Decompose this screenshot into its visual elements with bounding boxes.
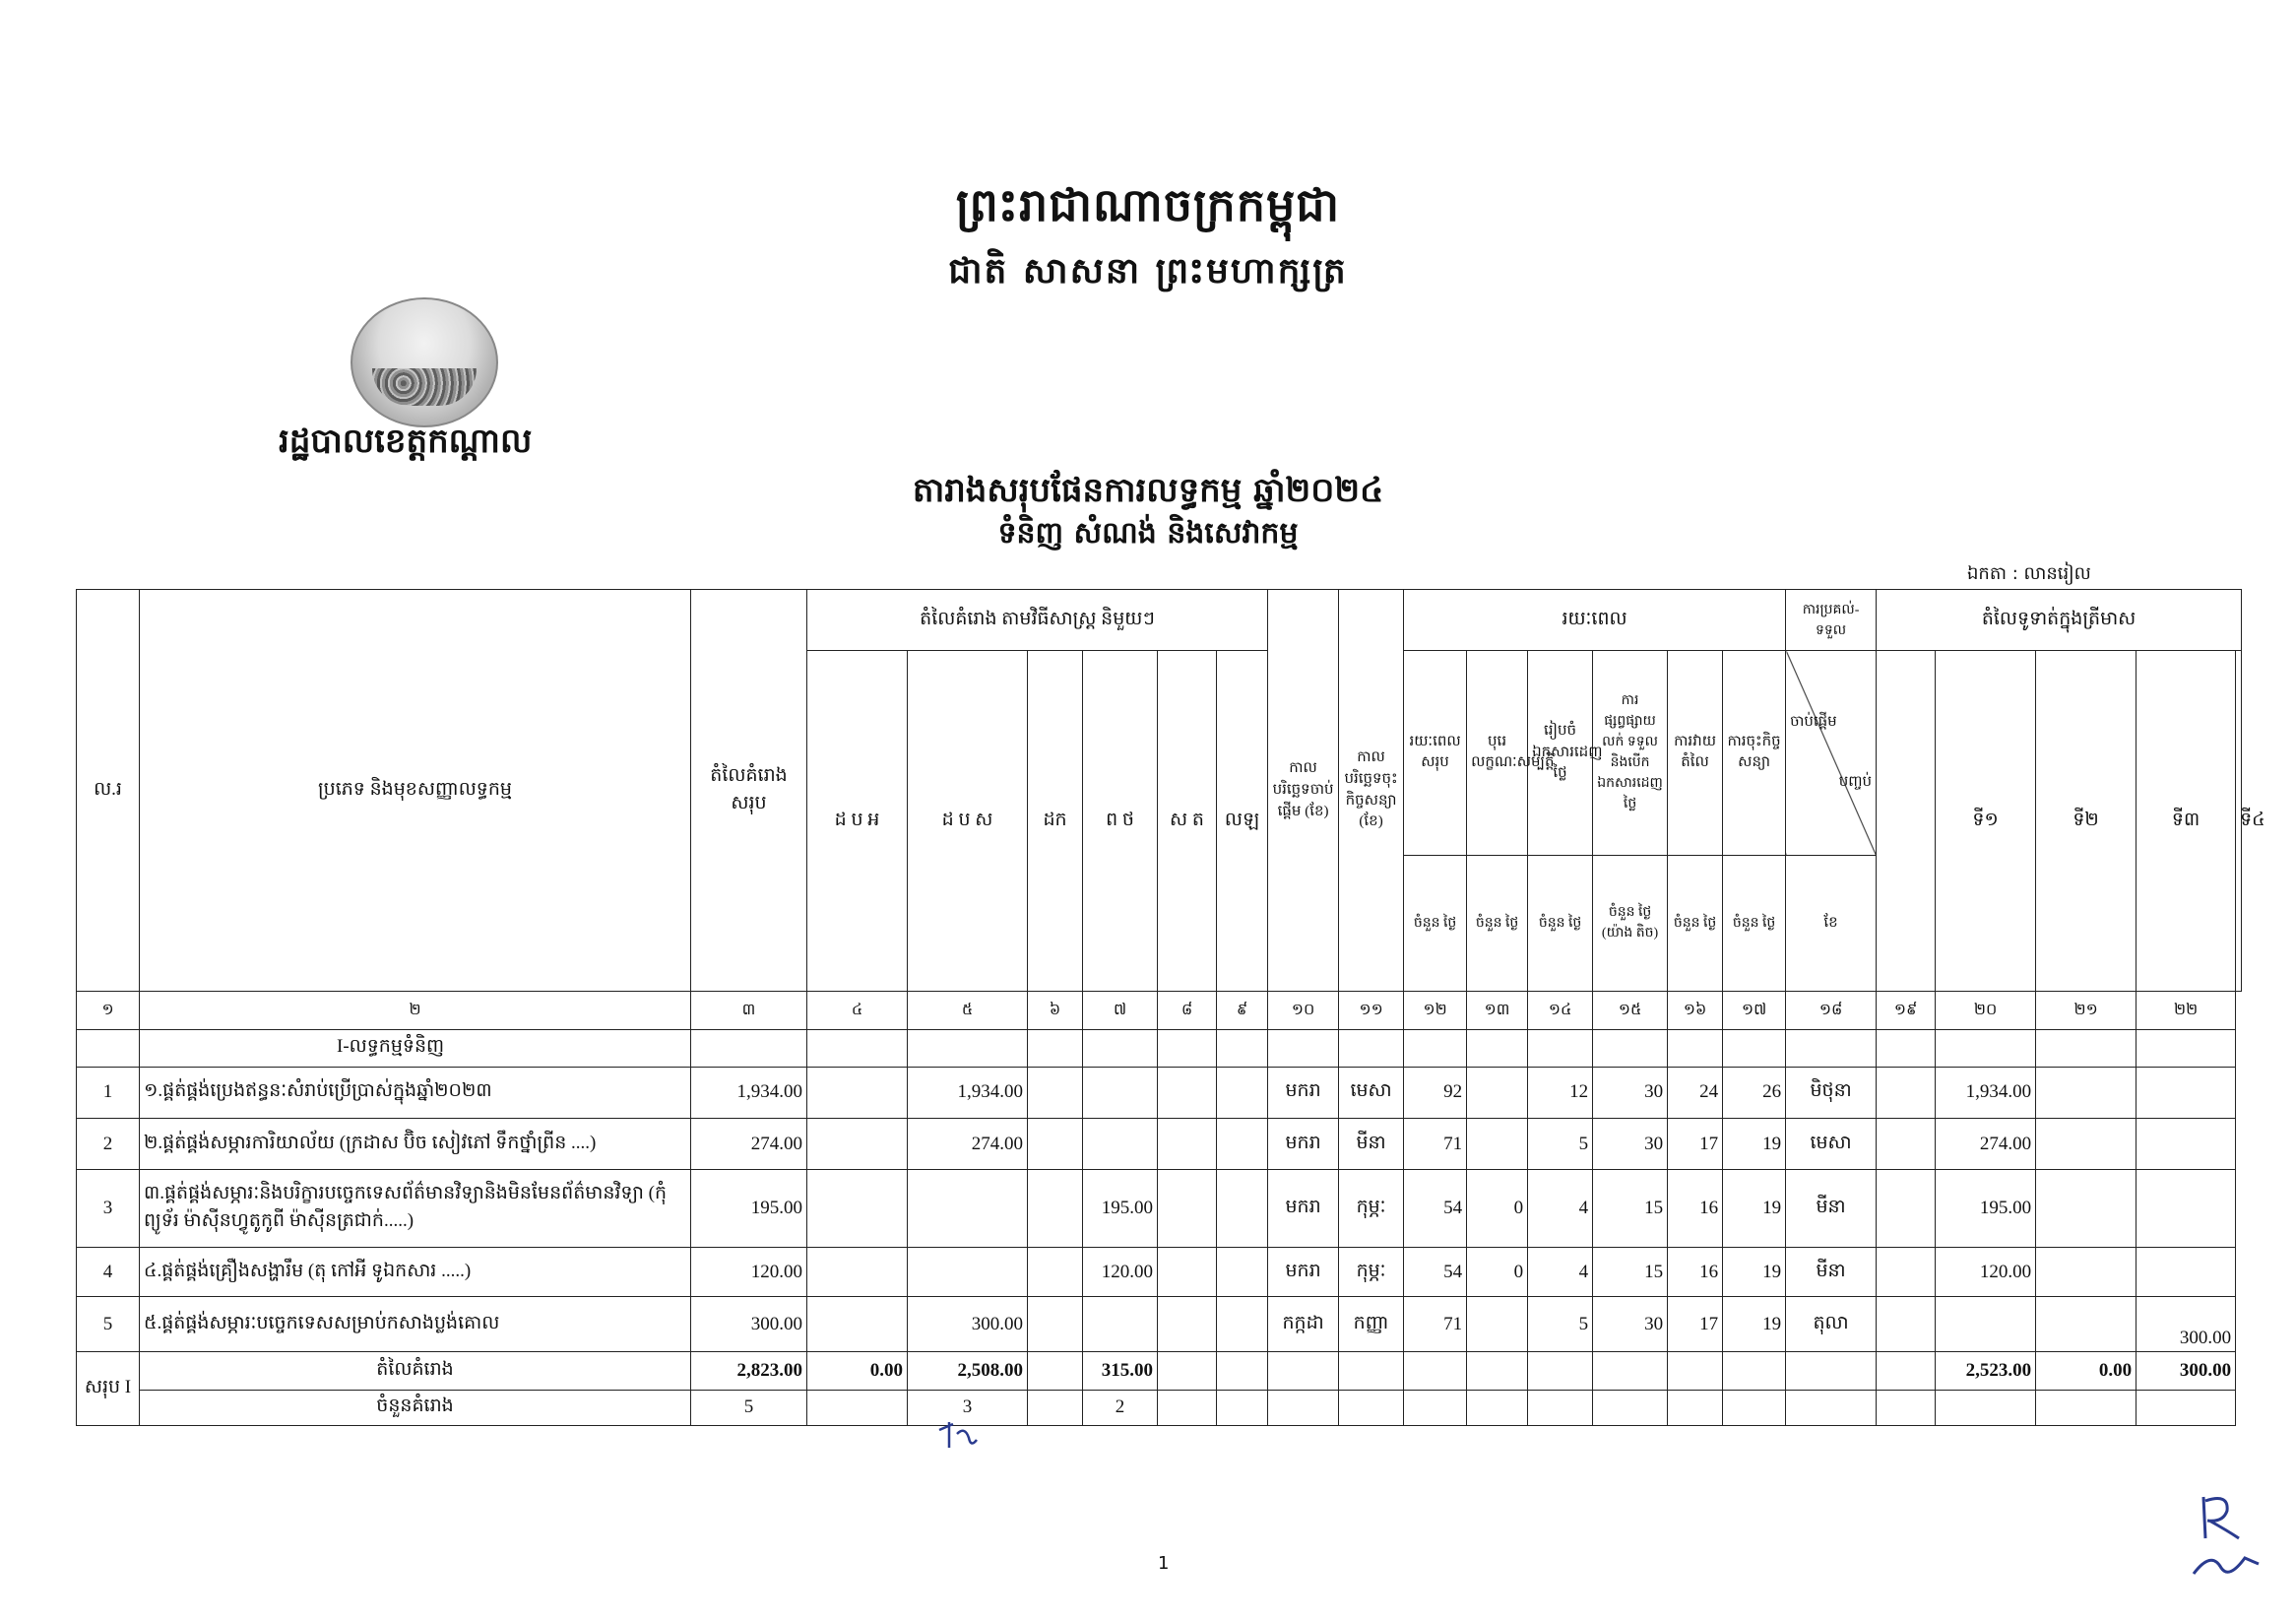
header-q2: ទី២ — [2036, 651, 2137, 992]
index-cell: ១៤ — [1528, 992, 1593, 1029]
header-d-total: រយៈពេលសរុប — [1404, 651, 1467, 855]
row-sign: កុម្ភៈ — [1339, 1247, 1404, 1296]
row-ts — [1083, 1119, 1158, 1170]
row-d-prep — [1467, 1067, 1528, 1118]
table-row — [77, 1170, 2242, 1247]
national-motto: ជាតិ សាសនា ព្រះមហាក្សត្រ — [948, 250, 1348, 292]
header-row-1 — [77, 590, 2242, 651]
row-no: 4 — [77, 1247, 140, 1296]
row-d-eval: 16 — [1668, 1247, 1723, 1296]
header-d-docs: រៀបចំឯកសារដេញថ្លៃ — [1528, 651, 1593, 855]
index-cell: ២០ — [1936, 992, 2036, 1029]
row-d-eval: 24 — [1668, 1067, 1723, 1118]
subtotal-dbs: 2,508.00 — [908, 1352, 1028, 1390]
header-m-dbs: ដ ប ស — [908, 651, 1028, 992]
row-start: មករា — [1268, 1247, 1339, 1296]
row-d-contract: 19 — [1723, 1170, 1786, 1247]
row-total: 120.00 — [691, 1247, 807, 1296]
header-m-ts: ព ថ — [1083, 651, 1158, 992]
subtotal-row — [77, 1352, 2242, 1390]
administration-name: រដ្ឋបាលខេត្តកណ្តាល — [279, 422, 533, 461]
row-d-docs: 5 — [1528, 1119, 1593, 1170]
row-name: ២.ផ្គត់ផ្គង់សម្ភារការិយាល័យ (ក្រដាស ប៊ិច សៀវភៅ ទឹកថ្នាំព្រីន ....) — [140, 1119, 691, 1170]
row-d-docs: 12 — [1528, 1067, 1593, 1118]
row-start: មករា — [1268, 1067, 1339, 1118]
procurement-plan-table — [76, 589, 2265, 1426]
row-total: 274.00 — [691, 1119, 807, 1170]
index-cell: ៤ — [807, 992, 908, 1029]
row-no: 1 — [77, 1067, 140, 1118]
header-sub-days: ចំនួន ថ្ងៃ — [1404, 855, 1467, 992]
index-cell: ១៨ — [1786, 992, 1877, 1029]
row-d-docs: 5 — [1528, 1297, 1593, 1352]
row-start: មករា — [1268, 1170, 1339, 1247]
row-d-contract: 19 — [1723, 1297, 1786, 1352]
row-q2: 195.00 — [1936, 1170, 2036, 1247]
header-duration-group: រយៈពេល — [1404, 590, 1786, 651]
header-m-lp: លឡ — [1217, 651, 1268, 992]
row-d-advert: 15 — [1593, 1247, 1668, 1296]
index-cell: ៣ — [691, 992, 807, 1029]
subtotal-cost-label: តំលៃគំរោង — [140, 1352, 691, 1390]
row-deliver: មិថុនា — [1786, 1067, 1877, 1118]
index-cell: ៧ — [1083, 992, 1158, 1029]
row-q4: 300.00 — [2137, 1297, 2236, 1352]
header-sub-days-business: ចំនួន ថ្ងៃ (យ៉ាង តិច) — [1593, 855, 1668, 992]
row-d-eval: 17 — [1668, 1297, 1723, 1352]
document-title: តារាងសរុបផែនការលទ្ធកម្ម ឆ្នាំ២០២៤ — [912, 471, 1384, 510]
index-cell: ១០ — [1268, 992, 1339, 1029]
header-q-blank — [1877, 651, 1936, 992]
header-q1: ទី១ — [1936, 651, 2036, 992]
count-row — [77, 1390, 2242, 1425]
count-dbs: 3 — [908, 1390, 1028, 1425]
row-dbs: 300.00 — [908, 1297, 1028, 1352]
section-row — [77, 1029, 2242, 1067]
header-sub-days: ចំនួន ថ្ងៃ — [1467, 855, 1528, 992]
row-d-contract: 19 — [1723, 1247, 1786, 1296]
header-m-dk: ដក — [1028, 651, 1083, 992]
index-cell: ១១ — [1339, 992, 1404, 1029]
header-q4: ទី៤ — [2236, 651, 2242, 992]
row-d-eval: 17 — [1668, 1119, 1723, 1170]
row-q4 — [2137, 1170, 2236, 1247]
subtotal-dbo: 0.00 — [807, 1352, 908, 1390]
row-d-advert: 15 — [1593, 1170, 1668, 1247]
row-sign: កញ្ញា — [1339, 1297, 1404, 1352]
row-name: ៤.ផ្គត់ផ្គង់គ្រឿងសង្ហារឹម (តុ កៅអី ទូឯកសារ .....) — [140, 1247, 691, 1296]
row-d-total: 71 — [1404, 1297, 1467, 1352]
row-dbs: 1,934.00 — [908, 1067, 1028, 1118]
index-row — [77, 992, 2242, 1029]
index-cell: ១៩ — [1877, 992, 1936, 1029]
row-sign: កុម្ភៈ — [1339, 1170, 1404, 1247]
row-d-advert: 30 — [1593, 1067, 1668, 1118]
header-d-prep: បុរេលក្ខណៈសម្បត្តិ — [1467, 651, 1528, 855]
row-ts — [1083, 1297, 1158, 1352]
header-d-contract: ការចុះកិច្ចសន្យា — [1723, 651, 1786, 855]
row-d-docs: 4 — [1528, 1170, 1593, 1247]
row-q4 — [2137, 1119, 2236, 1170]
row-sign: មេសា — [1339, 1067, 1404, 1118]
row-q2: 120.00 — [1936, 1247, 2036, 1296]
header-method-group: តំលៃគំរោង តាមវិធីសាស្ត្រ និមួយៗ — [807, 590, 1268, 651]
row-dbs — [908, 1170, 1028, 1247]
header-no: ល.រ — [77, 590, 140, 992]
row-no: 5 — [77, 1297, 140, 1352]
row-dbs — [908, 1247, 1028, 1296]
kingdom-title: ព្រះរាជាណាចក្រកម្ពុជា — [955, 178, 1341, 231]
index-cell: ៥ — [908, 992, 1028, 1029]
row-total: 195.00 — [691, 1170, 807, 1247]
row-dbs: 274.00 — [908, 1119, 1028, 1170]
index-cell: ១៥ — [1593, 992, 1668, 1029]
handwritten-signature — [2188, 1487, 2276, 1586]
table-row — [77, 1247, 2242, 1296]
row-deliver: តុលា — [1786, 1297, 1877, 1352]
unit-label: ឯកតា : លានរៀល — [1967, 563, 2091, 584]
subtotal-ts: 315.00 — [1083, 1352, 1158, 1390]
index-cell: ៨ — [1158, 992, 1217, 1029]
header-d-advert: ការផ្សព្វផ្សាយលក់ ទទួល និងបើកឯកសារដេញថ្លៃ — [1593, 651, 1668, 855]
row-name: ៥.ផ្គត់ផ្គង់សម្ភារៈបច្ចេកទេសសម្រាប់កសាងប្លង់គោល — [140, 1297, 691, 1352]
header-start-month: កាលបរិច្ឆេទចាប់ផ្តើម (ខែ) — [1268, 590, 1339, 992]
index-cell: ២ — [140, 992, 691, 1029]
row-deliver: មីនា — [1786, 1170, 1877, 1247]
row-d-contract: 26 — [1723, 1067, 1786, 1118]
row-d-advert: 30 — [1593, 1119, 1668, 1170]
row-q2: 1,934.00 — [1936, 1067, 2036, 1118]
index-cell: ១២ — [1404, 992, 1467, 1029]
index-cell: ១៧ — [1723, 992, 1786, 1029]
header-m-st: ស ត — [1158, 651, 1217, 992]
row-deliver: មីនា — [1786, 1247, 1877, 1296]
row-d-prep: 0 — [1467, 1247, 1528, 1296]
row-name: ១.ផ្គត់ផ្គង់ប្រេងឥន្ធនៈសំរាប់ប្រើប្រាស់ក្នុងឆ្នាំ២០២៣ — [140, 1067, 691, 1118]
row-q4 — [2137, 1067, 2236, 1118]
table-row — [77, 1119, 2242, 1170]
row-total: 300.00 — [691, 1297, 807, 1352]
section-label: I-លទ្ធកម្មទំនិញ — [140, 1029, 691, 1067]
row-d-total: 92 — [1404, 1067, 1467, 1118]
header-d-eval: ការវាយតំលៃ — [1668, 651, 1723, 855]
count-label: ចំនួនគំរោង — [140, 1390, 691, 1425]
row-q2: 274.00 — [1936, 1119, 2036, 1170]
index-cell: ១ — [77, 992, 140, 1029]
table-row — [77, 1067, 2242, 1118]
row-total: 1,934.00 — [691, 1067, 807, 1118]
document-subtitle: ទំនិញ សំណង់ និងសេវាកម្ម — [997, 516, 1299, 551]
subtotal-q4: 300.00 — [2137, 1352, 2236, 1390]
subtotal-q2: 2,523.00 — [1936, 1352, 2036, 1390]
header-sub-month: ខែ — [1786, 855, 1877, 992]
index-cell: ២១ — [2036, 992, 2137, 1029]
seal-emblem — [351, 297, 498, 427]
header-sub-days: ចំនួន ថ្ងៃ — [1668, 855, 1723, 992]
index-cell: ១៦ — [1668, 992, 1723, 1029]
subtotal-label: សរុប I — [77, 1352, 140, 1426]
index-cell: ១៣ — [1467, 992, 1528, 1029]
header-deliver-group: ការប្រគល់-ទទួល — [1786, 590, 1877, 651]
page-number: 1 — [1158, 1553, 1170, 1574]
header-sub-days: ចំនួន ថ្ងៃ — [1723, 855, 1786, 992]
row-sign: មីនា — [1339, 1119, 1404, 1170]
subtotal-q3: 0.00 — [2036, 1352, 2137, 1390]
index-cell: ៦ — [1028, 992, 1083, 1029]
index-cell: ៩ — [1217, 992, 1268, 1029]
header-deliver-start-end: ចាប់ផ្តើម បញ្ចប់ — [1786, 651, 1877, 855]
row-d-prep — [1467, 1297, 1528, 1352]
row-start: កក្កដា — [1268, 1297, 1339, 1352]
row-no: 3 — [77, 1170, 140, 1247]
index-cell: ២២ — [2137, 992, 2236, 1029]
header-m-dbo: ដ ប អ — [807, 651, 908, 992]
row-ts: 195.00 — [1083, 1170, 1158, 1247]
header-sign-month: កាលបរិច្ឆេទចុះកិច្ចសន្យា (ខែ) — [1339, 590, 1404, 992]
row-d-prep — [1467, 1119, 1528, 1170]
table-row — [77, 1297, 2242, 1352]
header-sub-days: ចំនួន ថ្ងៃ — [1528, 855, 1593, 992]
row-deliver: មេសា — [1786, 1119, 1877, 1170]
row-d-advert: 30 — [1593, 1297, 1668, 1352]
row-q4 — [2137, 1247, 2236, 1296]
row-start: មករា — [1268, 1119, 1339, 1170]
header-total-cost: តំលៃគំរោងសរុប — [691, 590, 807, 992]
count-total: 5 — [691, 1390, 807, 1425]
count-ts: 2 — [1083, 1390, 1158, 1425]
row-q2 — [1936, 1297, 2036, 1352]
row-d-total: 54 — [1404, 1170, 1467, 1247]
row-d-total: 71 — [1404, 1119, 1467, 1170]
row-d-total: 54 — [1404, 1247, 1467, 1296]
row-ts — [1083, 1067, 1158, 1118]
row-ts: 120.00 — [1083, 1247, 1158, 1296]
row-d-prep: 0 — [1467, 1170, 1528, 1247]
row-d-docs: 4 — [1528, 1247, 1593, 1296]
handwritten-initial-mark — [931, 1418, 990, 1458]
row-name: ៣.ផ្គត់ផ្គង់សម្ភារៈនិងបរិក្ខារបច្ចេកទេសព័ត៌មានវិទ្យានិងមិនមែនព័ត៌មានវិទ្យា (កុំព្យូទ័រ ម៉ាស៊ីនហ្វូតូកូពី ម៉ាស៊ីនត្រជាក់.....) — [140, 1170, 691, 1247]
header-quarter-group: តំលៃទូទាត់ក្នុងត្រីមាស — [1877, 590, 2242, 651]
header-q3: ទី៣ — [2137, 651, 2236, 992]
header-type-name: ប្រភេទ និងមុខសញ្ញាលទ្ធកម្ម — [140, 590, 691, 992]
subtotal-total: 2,823.00 — [691, 1352, 807, 1390]
row-d-contract: 19 — [1723, 1119, 1786, 1170]
row-d-eval: 16 — [1668, 1170, 1723, 1247]
row-no: 2 — [77, 1119, 140, 1170]
